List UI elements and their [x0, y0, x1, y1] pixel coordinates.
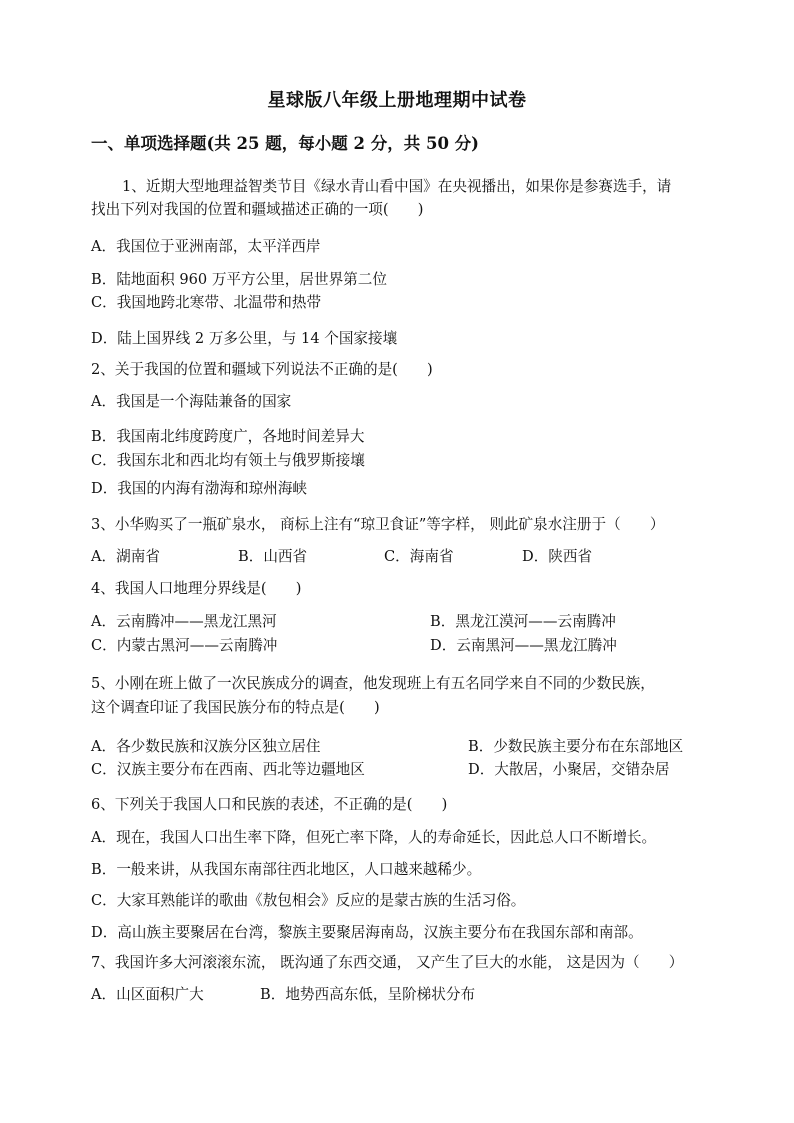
- q1-option-c: C．我国地跨北寒带、北温带和热带: [91, 294, 322, 311]
- q6-option-d: D．高山族主要聚居在台湾，黎族主要聚居海南岛，汉族主要分布在我国东部和南部。: [91, 924, 643, 941]
- q5-stem-line1: 5、小刚在班上做了一次民族成分的调查，他发现班上有五名同学来自不同的少数民族，: [91, 675, 655, 692]
- q3-stem: 3、小华购买了一瓶矿泉水， 商标上注有“琼卫食证”等字样， 则此矿泉水注册于（ ）: [91, 516, 665, 533]
- q1-option-d: D．陆上国界线 2 万多公里，与 14 个国家接壤: [91, 330, 398, 347]
- q1-stem-line2: 找出下列对我国的位置和疆域描述正确的一项( ): [91, 201, 424, 218]
- q7-option-a: A．山区面积广大: [91, 986, 204, 1003]
- q2-option-d: D．我国的内海有渤海和琼州海峡: [91, 480, 308, 497]
- q5-option-b: B．少数民族主要分布在东部地区: [468, 738, 684, 755]
- section-heading: 一、单项选择题(共 25 题，每小题 2 分，共 50 分): [91, 134, 479, 153]
- q6-option-a: A．现在，我国人口出生率下降，但死亡率下降，人的寿命延长，因此总人口不断增长。: [91, 829, 657, 846]
- q3-option-d: D．陕西省: [522, 548, 593, 565]
- q3-option-c: C．海南省: [384, 548, 454, 565]
- q1-option-b: B．陆地面积 960 万平方公里，居世界第二位: [91, 271, 387, 288]
- q5-option-a: A．各少数民族和汉族分区独立居住: [91, 738, 321, 755]
- q4-option-c: C．内蒙古黑河——云南腾冲: [91, 637, 278, 654]
- q5-option-d: D．大散居，小聚居，交错杂居: [468, 761, 670, 778]
- q6-stem: 6、下列关于我国人口和民族的表述，不正确的是( ): [91, 796, 448, 813]
- q6-option-c: C．大家耳熟能详的歌曲《敖包相会》反应的是蒙古族的生活习俗。: [91, 892, 526, 909]
- q2-option-b: B．我国南北纬度跨度广，各地时间差异大: [91, 428, 365, 445]
- q2-stem: 2、关于我国的位置和疆域下列说法不正确的是( ): [91, 361, 433, 378]
- q1-stem-line1: 1、近期大型地理益智类节目《绿水青山看中国》在央视播出，如果你是参赛选手，请: [122, 178, 672, 195]
- q2-option-c: C．我国东北和西北均有领土与俄罗斯接壤: [91, 452, 365, 469]
- q7-option-b: B．地势西高东低，呈阶梯状分布: [260, 986, 476, 1003]
- q1-option-a: A．我国位于亚洲南部，太平洋西岸: [91, 238, 321, 255]
- q3-option-b: B．山西省: [238, 548, 308, 565]
- q5-stem-line2: 这个调查印证了我国民族分布的特点是( ): [91, 699, 380, 716]
- exam-title: 星球版八年级上册地理期中试卷: [267, 90, 527, 111]
- q4-option-d: D．云南黑河——黑龙江腾冲: [430, 637, 617, 654]
- q2-option-a: A．我国是一个海陆兼备的国家: [91, 393, 292, 410]
- q3-option-a: A．湖南省: [91, 548, 160, 565]
- q6-option-b: B．一般来讲，从我国东南部往西北地区，人口越来越稀少。: [91, 861, 482, 878]
- q5-option-c: C．汉族主要分布在西南、西北等边疆地区: [91, 761, 365, 778]
- q7-stem: 7、我国许多大河滚滚东流， 既沟通了东西交通， 又产生了巨大的水能， 这是因为（ ）: [91, 954, 684, 971]
- q4-option-a: A．云南腾冲——黑龙江黑河: [91, 613, 277, 630]
- q4-stem: 4、我国人口地理分界线是( ): [91, 580, 302, 597]
- q4-option-b: B．黑龙江漠河——云南腾冲: [430, 613, 616, 630]
